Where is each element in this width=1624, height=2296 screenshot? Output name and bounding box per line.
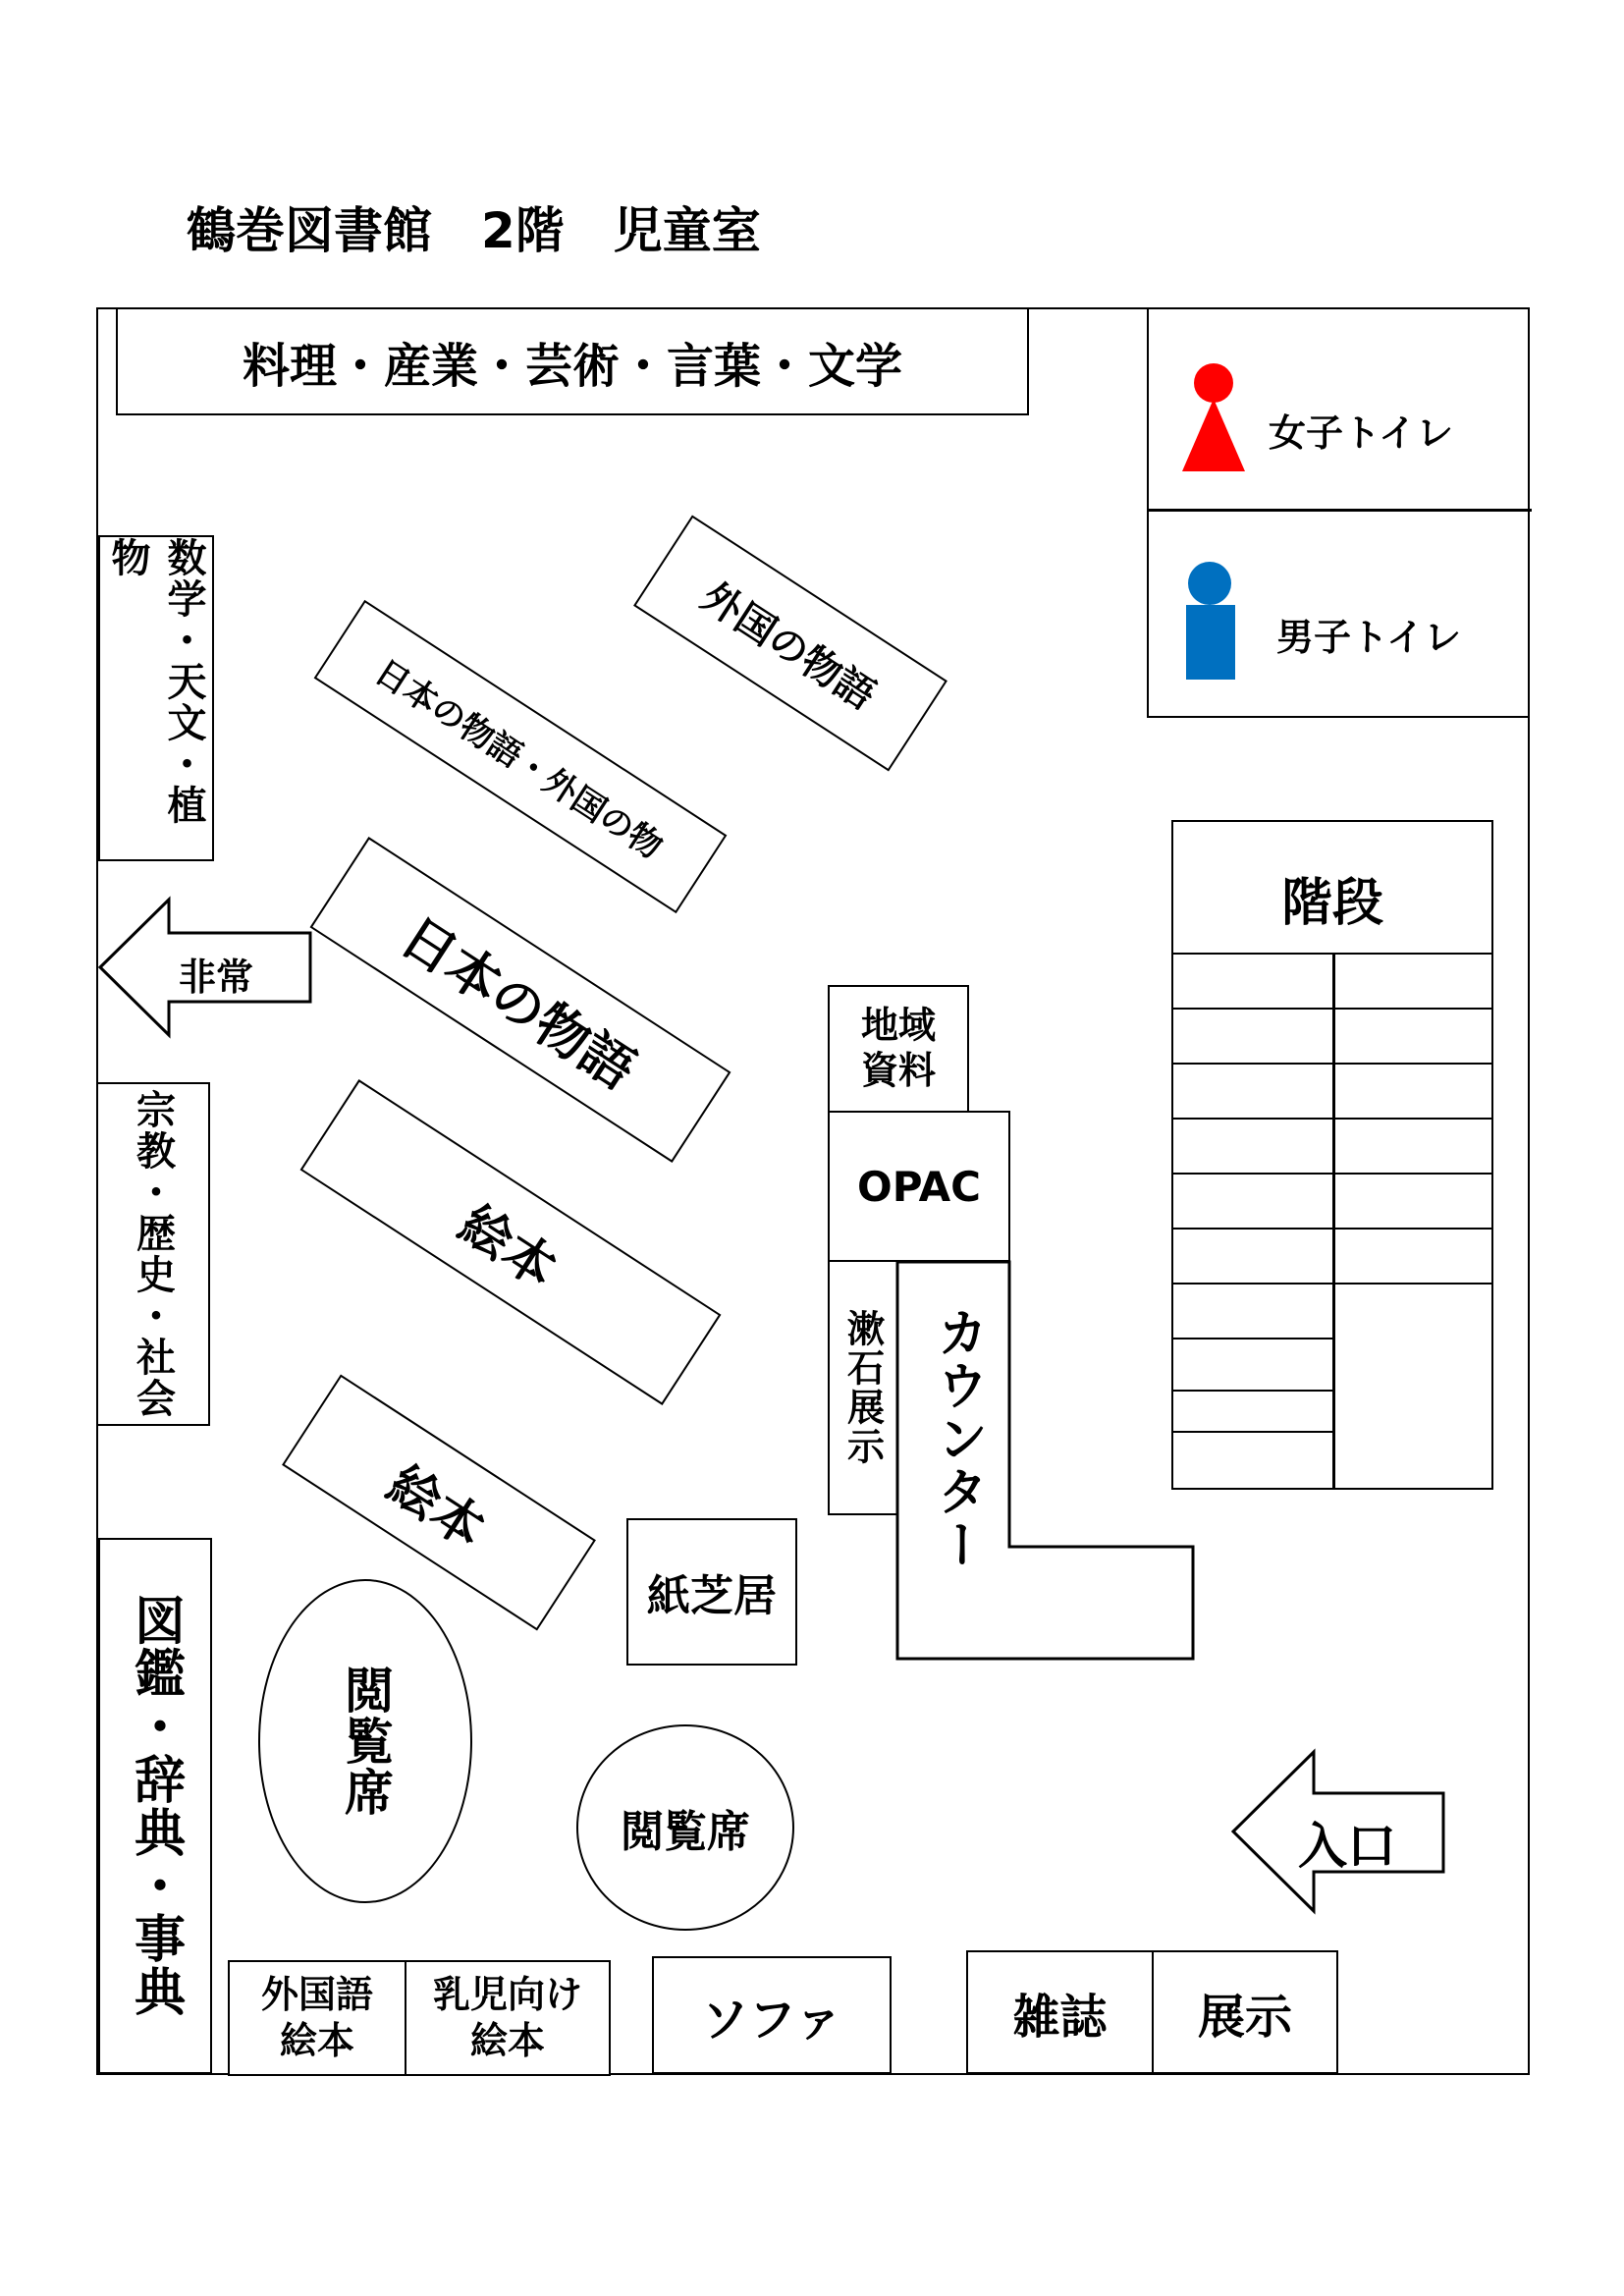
shelf-encyclopedia-label: 図鑑・辞典・事典 bbox=[125, 1594, 185, 2018]
shelf-math-astronomy-plants bbox=[98, 535, 214, 861]
shelf-japanese-foreign-label: 日本の物語・外国の物 bbox=[367, 652, 670, 867]
sofa[interactable] bbox=[652, 1956, 892, 2074]
womens-toilet[interactable] bbox=[1149, 354, 1522, 481]
emergency-exit[interactable] bbox=[98, 896, 314, 1039]
shelf-math-label: 数学・天文・植物 bbox=[105, 537, 206, 826]
stairs-label: 階段 bbox=[1280, 874, 1383, 933]
mens-toilet[interactable] bbox=[1149, 558, 1522, 685]
shelf-magazines bbox=[966, 1950, 1154, 2074]
female-person-icon bbox=[1174, 361, 1253, 479]
shelf-top-label: 料理・産業・芸術・言葉・文学 bbox=[242, 338, 902, 394]
shelf-picture-books-1-label: 絵本 bbox=[449, 1194, 567, 1300]
toilet-divider bbox=[1147, 509, 1532, 512]
emergency-exit-label: 非常 bbox=[179, 956, 254, 999]
male-person-icon bbox=[1178, 562, 1257, 684]
shelf-religion-history-society bbox=[96, 1082, 210, 1426]
womens-toilet-label: 女子トイレ bbox=[1269, 411, 1454, 455]
shelf-baby-picture-books-label: 乳児向け 絵本 bbox=[432, 1972, 582, 2062]
soseki-exhibit bbox=[828, 1260, 898, 1515]
exhibit-label: 展示 bbox=[1197, 1989, 1292, 2045]
shelf-foreign-picture-books bbox=[228, 1960, 406, 2076]
shelf-encyclopedia bbox=[98, 1538, 212, 2074]
shelf-religion-label: 宗教・歴史・社会 bbox=[130, 1089, 176, 1419]
shelf-top-literature bbox=[116, 307, 1029, 415]
reading-seat-oval[interactable] bbox=[258, 1579, 472, 1903]
reading-seat-oval-label: 閲覧席 bbox=[337, 1665, 394, 1818]
shelf-japanese-stories-label: 日本の物語 bbox=[390, 904, 647, 1102]
local-materials bbox=[828, 985, 969, 1113]
opac[interactable] bbox=[828, 1111, 1010, 1262]
kamishibai bbox=[626, 1518, 797, 1666]
mens-toilet-label: 男子トイレ bbox=[1276, 616, 1462, 659]
opac-label: OPAC bbox=[857, 1162, 981, 1211]
sofa-label: ソファ bbox=[701, 1992, 842, 2048]
shelf-baby-picture-books bbox=[405, 1960, 611, 2076]
shelf-picture-books-2-label: 絵本 bbox=[377, 1454, 495, 1560]
reading-seat-round[interactable] bbox=[576, 1724, 794, 1931]
magazines-label: 雑誌 bbox=[1012, 1989, 1108, 2045]
page-title: 鶴巻図書館 2階 児童室 bbox=[187, 202, 761, 259]
soseki-exhibit-label: 漱石展示 bbox=[840, 1309, 885, 1466]
stairs[interactable] bbox=[1171, 820, 1493, 1490]
local-materials-label: 地域 資料 bbox=[860, 1004, 936, 1092]
reading-seat-round-label: 閲覧席 bbox=[621, 1807, 750, 1857]
shelf-foreign-picture-books-label: 外国語 絵本 bbox=[260, 1972, 373, 2062]
counter-label: カウンター bbox=[928, 1306, 987, 1571]
entrance-label: 入口 bbox=[1298, 1818, 1396, 1875]
kamishibai-label: 紙芝居 bbox=[647, 1571, 777, 1621]
entrance[interactable] bbox=[1231, 1748, 1447, 1915]
exhibit bbox=[1152, 1950, 1338, 2074]
shelf-foreign-stories-label: 外国の物語 bbox=[693, 574, 884, 719]
